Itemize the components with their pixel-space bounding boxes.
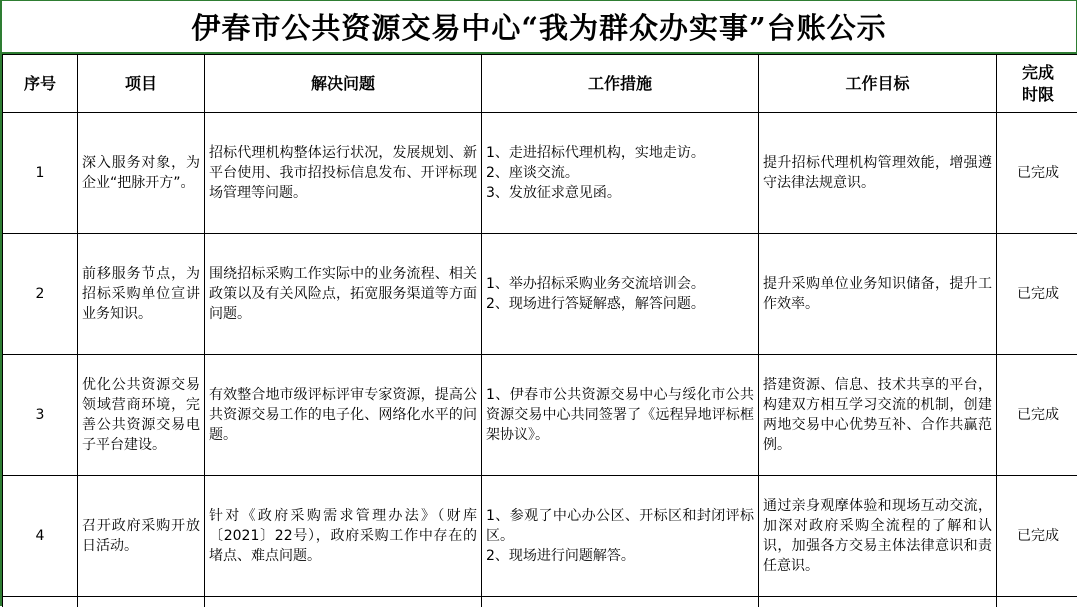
cell-project[interactable]: 前移服务节点，为招标采购单位宣讲业务知识。	[78, 234, 205, 355]
table-row	[3, 355, 1077, 476]
header-row	[3, 55, 1077, 113]
header-problem: 解决问题	[205, 55, 482, 113]
ledger-table	[2, 54, 1077, 607]
cell-limit[interactable]: 已完成	[997, 476, 1077, 597]
cell-goal[interactable]: 提升采购单位业务知识储备，提升工作效率。	[759, 234, 997, 355]
cell-seq[interactable]: 3	[3, 355, 78, 476]
cell-measures[interactable]: 1、走进招标代理机构，实地走访。 2、座谈交流。 3、发放征求意见函。	[482, 113, 759, 234]
cell-problem[interactable]: 招标代理机构整体运行状况，发展规划、新平台使用、我市招投标信息发布、开评标现场管理等问题。	[205, 113, 482, 234]
page-title: 伊春市公共资源交易中心“我为群众办实事”台账公示	[2, 0, 1077, 54]
header-seq: 序号	[3, 55, 78, 113]
cell-goal[interactable]: 通过亲身观摩体验和现场互动交流，加深对政府采购全流程的了解和认识，加强各方交易主体法律意识和责任意识。	[759, 476, 997, 597]
cell-empty[interactable]	[759, 597, 997, 607]
cell-empty[interactable]	[205, 597, 482, 607]
cell-seq[interactable]: 2	[3, 234, 78, 355]
cell-project[interactable]: 深入服务对象，为企业“把脉开方”。	[78, 113, 205, 234]
cell-project[interactable]: 召开政府采购开放日活动。	[78, 476, 205, 597]
header-project: 项目	[78, 55, 205, 113]
cell-problem[interactable]: 围绕招标采购工作实际中的业务流程、相关政策以及有关风险点，拓宽服务渠道等方面问题。	[205, 234, 482, 355]
table-row	[3, 113, 1077, 234]
cell-limit[interactable]: 已完成	[997, 113, 1077, 234]
cell-seq[interactable]: 4	[3, 476, 78, 597]
table-row	[3, 234, 1077, 355]
cell-measures[interactable]: 1、参观了中心办公区、开标区和封闭评标区。 2、现场进行问题解答。	[482, 476, 759, 597]
cell-empty[interactable]	[997, 597, 1077, 607]
header-goal: 工作目标	[759, 55, 997, 113]
header-limit: 完成 时限	[997, 55, 1077, 113]
table-row-empty	[3, 597, 1077, 607]
cell-problem[interactable]: 针对《政府采购需求管理办法》（财库〔2021〕22号），政府采购工作中存在的堵点、难点问题。	[205, 476, 482, 597]
cell-goal[interactable]: 搭建资源、信息、技术共享的平台，构建双方相互学习交流的机制，创建两地交易中心优势互补、合作共赢范例。	[759, 355, 997, 476]
cell-measures[interactable]: 1、伊春市公共资源交易中心与绥化市公共资源交易中心共同签署了《远程异地评标框架协议》。	[482, 355, 759, 476]
header-measures: 工作措施	[482, 55, 759, 113]
cell-problem[interactable]: 有效整合地市级评标评审专家资源，提高公共资源交易工作的电子化、网络化水平的问题。	[205, 355, 482, 476]
table-row	[3, 476, 1077, 597]
cell-limit[interactable]: 已完成	[997, 234, 1077, 355]
cell-empty[interactable]	[78, 597, 205, 607]
cell-empty[interactable]	[3, 597, 78, 607]
cell-seq[interactable]: 1	[3, 113, 78, 234]
cell-limit[interactable]: 已完成	[997, 355, 1077, 476]
cell-empty[interactable]	[482, 597, 759, 607]
cell-goal[interactable]: 提升招标代理机构管理效能，增强遵守法律法规意识。	[759, 113, 997, 234]
cell-measures[interactable]: 1、举办招标采购业务交流培训会。 2、现场进行答疑解惑，解答问题。	[482, 234, 759, 355]
cell-project[interactable]: 优化公共资源交易领域营商环境，完善公共资源交易电子平台建设。	[78, 355, 205, 476]
